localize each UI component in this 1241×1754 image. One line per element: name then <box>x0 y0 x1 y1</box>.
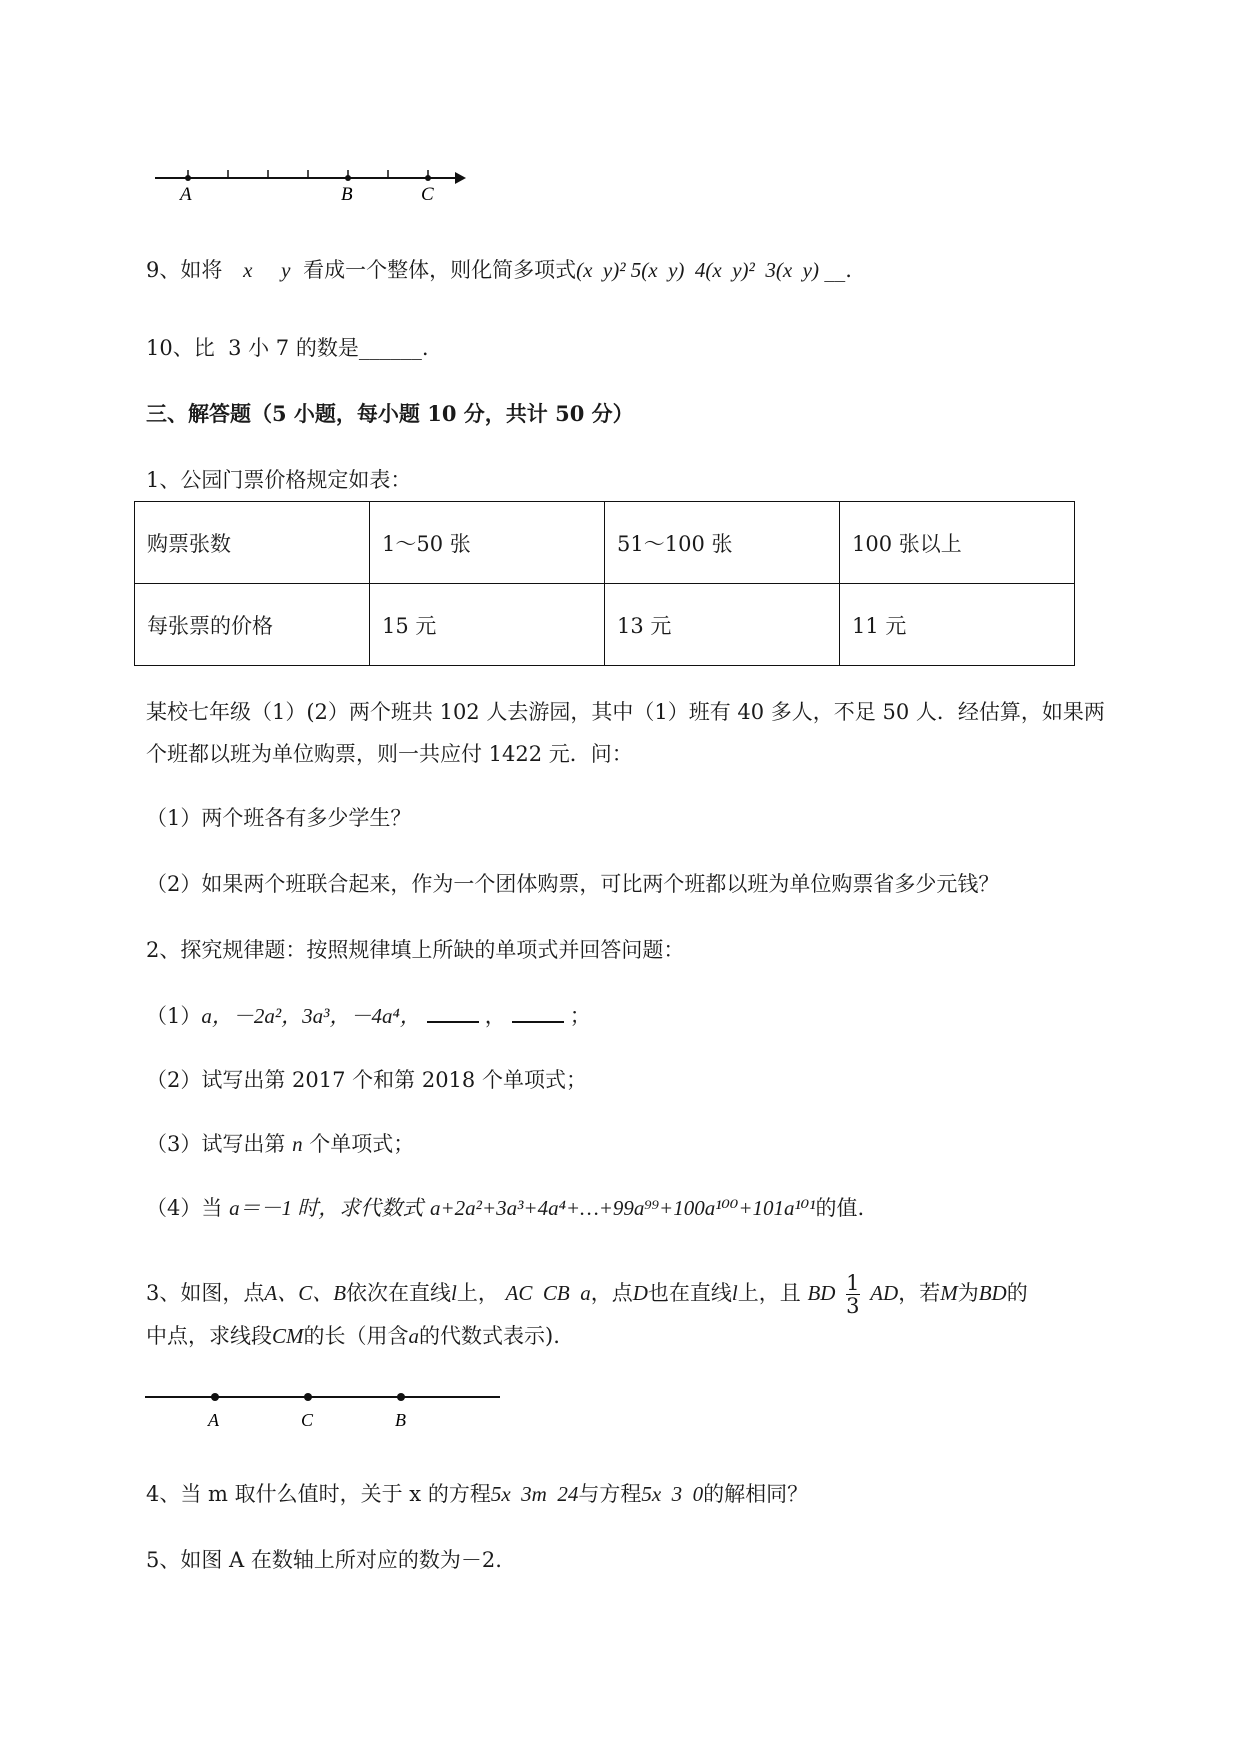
problem-1-sub2: （2）如果两个班联合起来，作为一个团体购票，可比两个班都以班为单位购票省多少元钱？ <box>146 872 1000 896</box>
table-row <box>135 502 1075 584</box>
q9-mid: 看成一个整体，则化简多项式 <box>303 258 577 282</box>
problem-4 <box>146 1480 808 1508</box>
table-cell: 1～50 张 <box>370 502 605 584</box>
p3-fraction <box>846 1272 859 1317</box>
p4-equation-2: 5x 3 0 <box>641 1482 704 1506</box>
p3-line-l-2: l <box>731 1281 738 1305</box>
problem-2-sub4-suffix: 的值. <box>815 1196 865 1220</box>
problem-2-sub1: （1）a，－2a²，3a³，－4a⁴， ， ； <box>146 1004 591 1028</box>
table-row <box>135 584 1075 666</box>
p3-seg-bd: BD <box>978 1281 1007 1305</box>
p3-mid6: ，若 <box>898 1281 941 1305</box>
question-10: 10、比 3 小 7 的数是______. <box>146 336 429 360</box>
p3-mid3: ，点 <box>590 1281 633 1305</box>
number-line-top <box>150 160 470 205</box>
question-9 <box>146 256 852 284</box>
p4-suffix: 的解相同？ <box>703 1482 809 1506</box>
problem-2-sub2: （2）试写出第 2017 个和第 2018 个单项式； <box>146 1068 587 1092</box>
p3-ad: AD <box>870 1281 899 1305</box>
table-cell: 13 元 <box>605 584 840 666</box>
answer-blank-2[interactable] <box>512 1003 564 1023</box>
p3-line2-suffix: 的代数式表示). <box>419 1324 560 1348</box>
table-cell: 51～100 张 <box>605 502 840 584</box>
p3-point-m: M <box>940 1281 958 1305</box>
problem-1-paragraph-line2: 个班都以班为单位购票，则一共应付 1422 元．问： <box>146 742 633 766</box>
point-c-label: C <box>421 184 434 205</box>
q9-prefix: 9、如将 <box>146 258 223 282</box>
p3-mid7: 为 <box>957 1281 979 1305</box>
answer-blank-1[interactable] <box>427 1003 479 1023</box>
section-3-heading: 三、解答题（5 小题，每小题 10 分，共计 50 分） <box>146 401 634 426</box>
problem-2-sub4 <box>146 1194 864 1222</box>
table-cell: 15 元 <box>370 584 605 666</box>
p4-mid: 与方程 <box>578 1482 642 1506</box>
problem-1-intro: 1、公园门票价格规定如表： <box>146 468 412 492</box>
problem-2-intro: 2、探究规律题：按照规律填上所缺的单项式并回答问题： <box>146 938 685 962</box>
p3-points: A、C、B <box>264 1281 347 1305</box>
problem-1-paragraph-line1: 某校七年级（1）(2）两个班共 102 人去游园，其中（1）班有 40 多人，不足 50 人．经估算，如果两 <box>146 700 1105 724</box>
p3-line-l: l <box>451 1281 457 1305</box>
ticket-price-table <box>134 501 1075 666</box>
problem-2-sub4-condition: a＝－1 时，求代数式 <box>229 1196 424 1220</box>
p3-line2-mid: 的长（用含 <box>303 1324 409 1348</box>
problem-2-sub4-prefix: （4）当 <box>146 1196 223 1220</box>
p3-mid1: 依次在直线 <box>346 1281 452 1305</box>
problem-2-sequence: a，－2a²，3a³，－4a⁴， <box>201 1004 421 1028</box>
q9-var-x: x <box>243 258 253 282</box>
q9-var-y: y <box>281 258 291 282</box>
figure-point-c: C <box>301 1410 314 1430</box>
p3-point-d: D <box>632 1281 648 1305</box>
p3-prefix: 3、如图，点 <box>146 1281 265 1305</box>
p3-fraction-denominator: 3 <box>846 1294 860 1318</box>
problem-2-sub4-expression: a+2a²+3a³+4a⁴+…+99a⁹⁹+100a¹⁰⁰+101a¹⁰¹ <box>430 1196 816 1220</box>
p3-var-a: a <box>408 1324 419 1348</box>
problem-2-sub3-var: n <box>292 1132 303 1156</box>
p3-mid5: 上，且 <box>737 1281 801 1305</box>
table-cell: 11 元 <box>840 584 1075 666</box>
point-b-label: B <box>341 184 353 205</box>
q9-expression: (x y)² 5(x y) 4(x y)² 3(x y) <box>576 258 825 282</box>
problem-2-sub3-prefix: （3）试写出第 <box>146 1132 286 1156</box>
table-cell: 每张票的价格 <box>135 584 370 666</box>
problem-5: 5、如图 A 在数轴上所对应的数为－2. <box>146 1548 502 1572</box>
problem-1-sub1: （1）两个班各有多少学生？ <box>146 806 412 830</box>
p3-mid2: 上， <box>456 1281 499 1305</box>
figure-point-a: A <box>208 1410 219 1430</box>
p3-fraction-numerator: 1 <box>846 1271 860 1295</box>
p3-seg-cm: CM <box>272 1324 304 1348</box>
table-cell: 购票张数 <box>135 502 370 584</box>
p4-equation-1: 5x 3m 24 <box>490 1482 579 1506</box>
p3-equation-1: AC CB a <box>505 1281 591 1305</box>
problem-3-line2 <box>146 1322 560 1350</box>
problem-2-sub3-suffix: 个单项式； <box>309 1132 415 1156</box>
problem-3-figure <box>145 1385 505 1435</box>
p3-bd: BD <box>807 1281 836 1305</box>
table-cell: 100 张以上 <box>840 502 1075 584</box>
problem-2-sub1-label: （1） <box>146 1004 202 1028</box>
point-a-label: A <box>180 184 192 205</box>
problem-2-sub3 <box>146 1130 414 1158</box>
p3-mid4: 也在直线 <box>647 1281 732 1305</box>
p3-mid8: 的 <box>1006 1281 1028 1305</box>
p3-line2-prefix: 中点，求线段 <box>146 1324 272 1348</box>
problem-3-line1 <box>146 1272 1028 1317</box>
q9-blank: __. <box>824 258 852 282</box>
p4-prefix: 4、当 m 取什么值时，关于 x 的方程 <box>146 1482 491 1506</box>
figure-point-b: B <box>395 1410 406 1430</box>
